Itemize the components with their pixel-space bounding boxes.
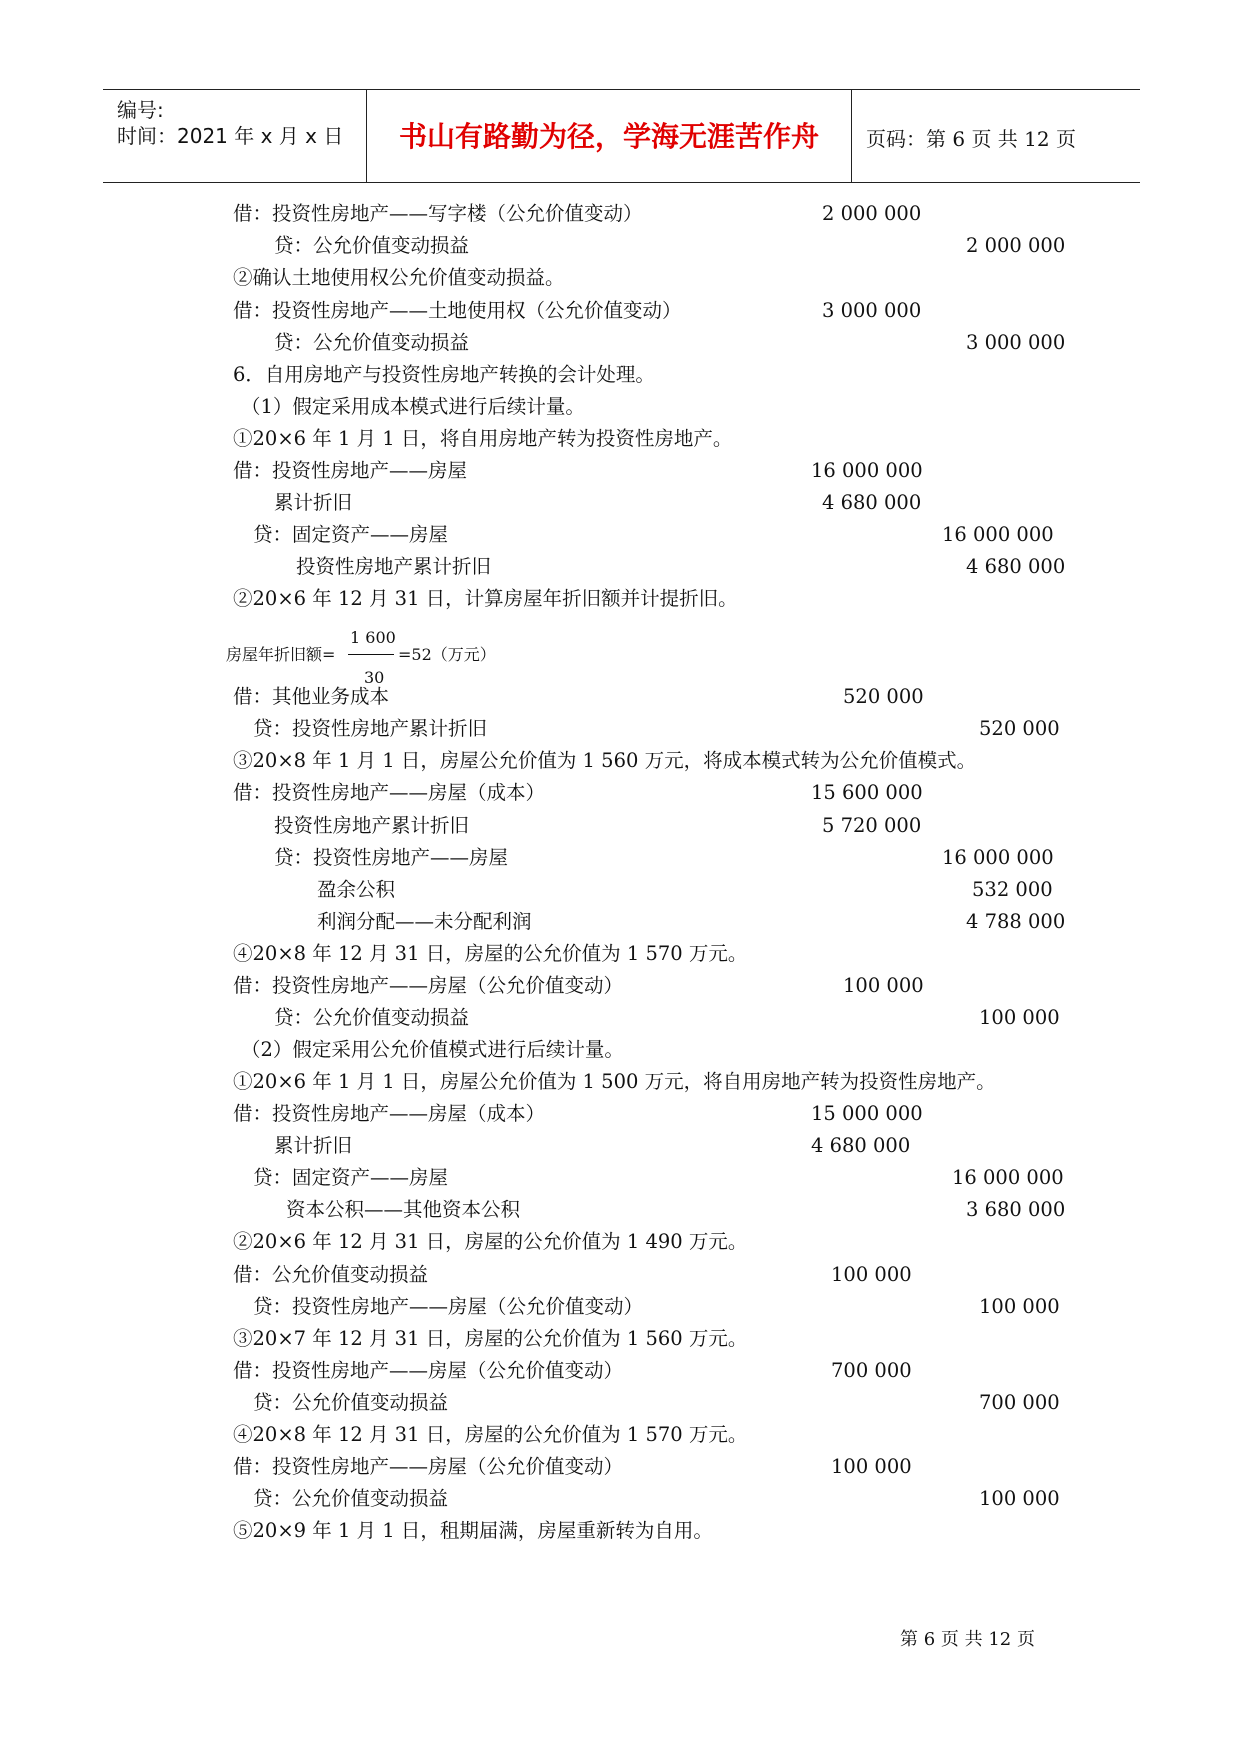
body-line: 累计折旧	[274, 1134, 353, 1157]
amount-text: 100 000	[979, 1006, 1060, 1029]
body-line: 借：投资性房地产——写字楼（公允价值变动）	[233, 202, 643, 225]
body-line: 贷：公允价值变动损益	[274, 331, 470, 354]
amount-text: 100 000	[831, 1455, 912, 1478]
number-label: 编号:	[117, 98, 164, 122]
body-line: 贷：固定资产——房屋	[253, 523, 449, 546]
body-line: ①20×6 年 1 月 1 日，房屋公允价值为 1 500 万元，将自用房地产转为投资性房地产。	[233, 1070, 996, 1093]
formula-denominator: 30	[364, 668, 385, 687]
body-line: ②20×6 年 12 月 31 日，计算房屋年折旧额并计提折旧。	[233, 587, 738, 610]
body-line: ①20×6 年 1 月 1 日，将自用房地产转为投资性房地产。	[233, 427, 733, 450]
amount-text: 100 000	[831, 1263, 912, 1286]
amount-text: 700 000	[979, 1391, 1060, 1414]
amount-text: 2 000 000	[966, 234, 1066, 257]
body-line: 贷：公允价值变动损益	[253, 1487, 449, 1510]
header-page-cell	[852, 90, 1140, 182]
amount-text: 100 000	[979, 1487, 1060, 1510]
body-line: ③20×8 年 1 月 1 日，房屋公允价值为 1 560 万元，将成本模式转为公允价值模式。	[233, 749, 977, 772]
body-line: ④20×8 年 12 月 31 日，房屋的公允价值为 1 570 万元。	[233, 942, 748, 965]
amount-text: 4 680 000	[966, 555, 1066, 578]
header-motto-cell	[367, 90, 852, 182]
body-line: 贷：投资性房地产——房屋	[274, 846, 509, 869]
amount-text: 520 000	[979, 717, 1060, 740]
body-line: ②20×6 年 12 月 31 日，房屋的公允价值为 1 490 万元。	[233, 1230, 748, 1253]
amount-text: 100 000	[843, 974, 924, 997]
document-header	[103, 89, 1140, 183]
time-label: 时间：2021 年 x 月 x 日	[117, 124, 344, 148]
body-line: 贷：公允价值变动损益	[253, 1391, 449, 1414]
amount-text: 16 000 000	[942, 846, 1054, 869]
body-line: ③20×7 年 12 月 31 日，房屋的公允价值为 1 560 万元。	[233, 1327, 748, 1350]
amount-text: 3 680 000	[966, 1198, 1066, 1221]
amount-text: 16 000 000	[811, 459, 923, 482]
body-line: 盈余公积	[317, 878, 396, 901]
amount-text: 520 000	[843, 685, 924, 708]
amount-text: 700 000	[831, 1359, 912, 1382]
body-line: 借：投资性房地产——房屋（公允价值变动）	[233, 974, 624, 997]
body-line: 贷：固定资产——房屋	[253, 1166, 449, 1189]
amount-text: 4 680 000	[822, 491, 922, 514]
body-line: 借：投资性房地产——房屋（成本）	[233, 781, 546, 804]
body-line: ⑤20×9 年 1 月 1 日，租期届满，房屋重新转为自用。	[233, 1519, 713, 1542]
body-line: 资本公积——其他资本公积	[286, 1198, 521, 1221]
formula-numerator: 1 600	[350, 628, 396, 647]
motto: 书山有路勤为径，学海无涯苦作舟	[398, 120, 819, 153]
body-line: 利润分配——未分配利润	[317, 910, 532, 933]
body-line: 投资性房地产累计折旧	[274, 814, 470, 837]
formula-prefix: 房屋年折旧额=	[226, 645, 336, 664]
body-line: 借：投资性房地产——房屋（成本）	[233, 1102, 546, 1125]
amount-text: 4 680 000	[811, 1134, 911, 1157]
body-line: 借：公允价值变动损益	[233, 1263, 429, 1286]
amount-text: 15 600 000	[811, 781, 923, 804]
body-line: 投资性房地产累计折旧	[296, 555, 492, 578]
body-line: 借：投资性房地产——土地使用权（公允价值变动）	[233, 299, 682, 322]
amount-text: 2 000 000	[822, 202, 922, 225]
amount-text: 532 000	[972, 878, 1053, 901]
body-line: 贷：公允价值变动损益	[274, 1006, 470, 1029]
amount-text: 15 000 000	[811, 1102, 923, 1125]
body-line: （1）假定采用成本模式进行后续计量。	[241, 395, 585, 418]
amount-text: 16 000 000	[952, 1166, 1064, 1189]
body-line: 借：投资性房地产——房屋（公允价值变动）	[233, 1359, 624, 1382]
amount-text: 3 000 000	[822, 299, 922, 322]
body-line: 借：其他业务成本	[233, 685, 390, 708]
body-line: 累计折旧	[274, 491, 353, 514]
body-line: 6．自用房地产与投资性房地产转换的会计处理。	[233, 363, 655, 386]
page-label: 页码：第 6 页 共 12 页	[866, 127, 1076, 151]
formula-suffix: =52（万元）	[398, 645, 496, 664]
body-line: ④20×8 年 12 月 31 日，房屋的公允价值为 1 570 万元。	[233, 1423, 748, 1446]
amount-text: 16 000 000	[942, 523, 1054, 546]
body-line: 贷：投资性房地产累计折旧	[253, 717, 488, 740]
page-footer: 第 6 页 共 12 页	[900, 1629, 1035, 1650]
body-line: （2）假定采用公允价值模式进行后续计量。	[241, 1038, 624, 1061]
body-line: 贷：公允价值变动损益	[274, 234, 470, 257]
body-line: 贷：投资性房地产——房屋（公允价值变动）	[253, 1295, 644, 1318]
amount-text: 4 788 000	[966, 910, 1066, 933]
body-line: 借：投资性房地产——房屋（公允价值变动）	[233, 1455, 624, 1478]
body-line: 借：投资性房地产——房屋	[233, 459, 468, 482]
header-info-cell	[103, 90, 367, 182]
amount-text: 3 000 000	[966, 331, 1066, 354]
fraction-bar	[348, 654, 394, 655]
amount-text: 100 000	[979, 1295, 1060, 1318]
body-line: ②确认土地使用权公允价值变动损益。	[233, 266, 565, 289]
amount-text: 5 720 000	[822, 814, 922, 837]
